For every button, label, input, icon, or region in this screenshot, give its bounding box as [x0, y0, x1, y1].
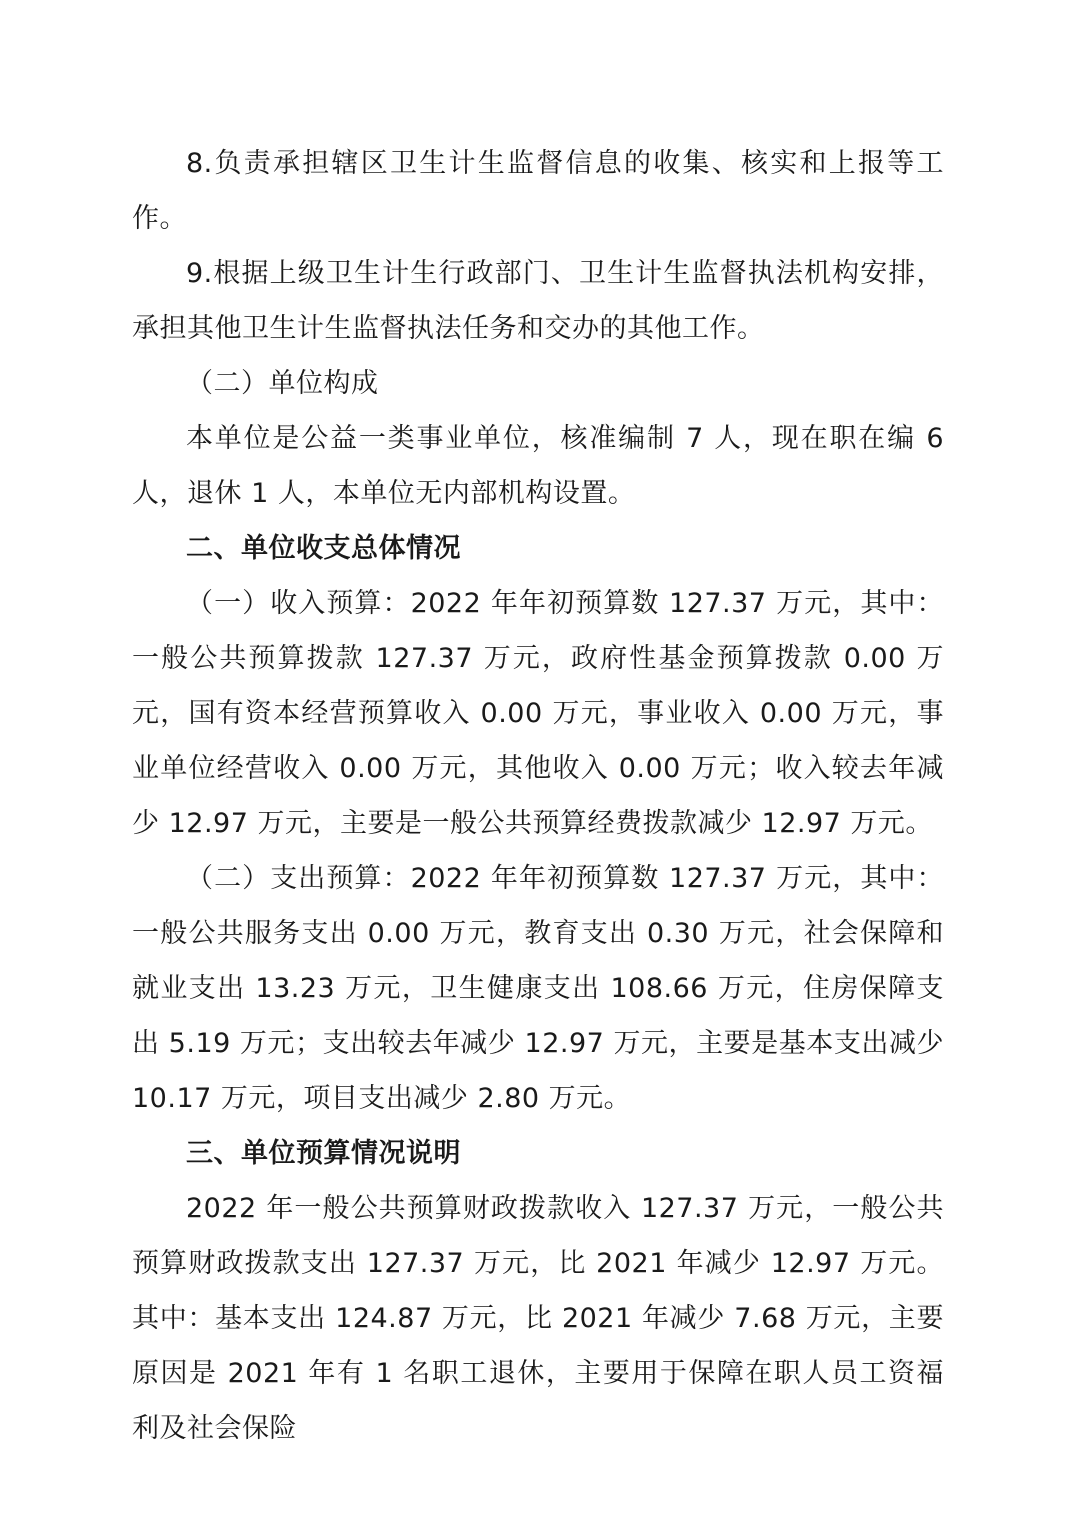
heading-section-3: 三、单位预算情况说明 [186, 1138, 461, 1169]
paragraph-expenditure-budget: （二）支出预算：2022 年年初预算数 127.37 万元，其中：一般公共服务支出 0.00 万元，教育支出 0.30 万元，社会保障和就业支出 13.23 万元，卫生健康支出 108.66 万元，住房保障支出 5.19 万元；支出较去年减少 12.97 万元，主要是基本支出减少 10.17 万元，项目支出减少 2.80 万元。 [132, 863, 944, 1114]
paragraph-duty-8: 8.负责承担辖区卫生计生监督信息的收集、核实和上报等工作。 [132, 148, 944, 234]
paragraph-income-budget: （一）收入预算：2022 年年初预算数 127.37 万元，其中：一般公共预算拨款 127.37 万元，政府性基金预算拨款 0.00 万元，国有资本经营预算收入 0.00 万元，事业收入 0.00 万元，事业单位经营收入 0.00 万元，其他收入 0.00 万元；收入较去年减少 12.97 万元，主要是一般公共预算经费拨款减少 12.97 万元。 [132, 588, 944, 839]
paragraph-unit-composition: 本单位是公益一类事业单位，核准编制 7 人，现在职在编 6 人，退休 1 人，本单位无内部机构设置。 [132, 423, 944, 509]
heading-section-2: 二、单位收支总体情况 [186, 533, 461, 564]
paragraph-duty-9: 9.根据上级卫生计生行政部门、卫生计生监督执法机构安排，承担其他卫生计生监督执法任务和交办的其他工作。 [132, 258, 944, 344]
document-body [132, 136, 944, 1456]
paragraph-budget-explanation: 2022 年一般公共预算财政拨款收入 127.37 万元，一般公共预算财政拨款支出 127.37 万元，比 2021 年减少 12.97 万元。其中：基本支出 124.87 万元，比 2021 年减少 7.68 万元，主要原因是 2021 年有 1 名职工退休，主要用于保障在职人员工资福利及社会保险 [132, 1193, 944, 1444]
subheading-unit-composition: （二）单位构成 [186, 368, 379, 399]
